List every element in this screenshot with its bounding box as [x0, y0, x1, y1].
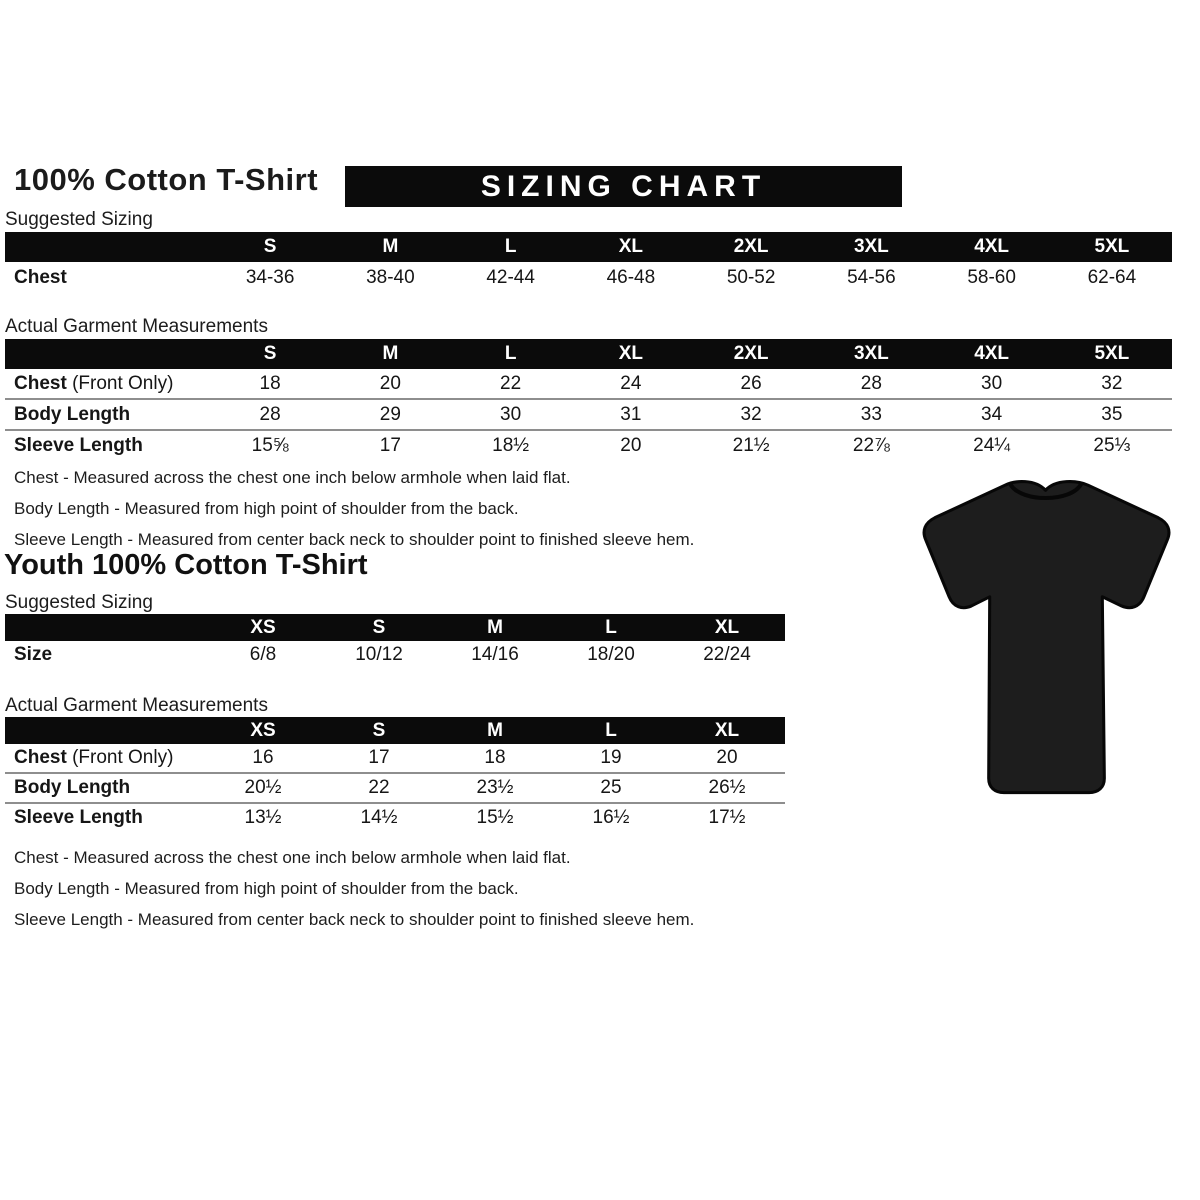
cell-value: 19 — [600, 747, 622, 768]
cell-value: 34-36 — [245, 266, 295, 288]
size-column-header: XS — [205, 717, 321, 744]
row-label: Chest (Front Only) — [14, 747, 174, 768]
adult-suggested-sizing-label: Suggested Sizing — [5, 209, 153, 230]
cell-value: 24¼ — [932, 429, 1052, 460]
cell-value: 28 — [860, 372, 882, 394]
cell-value: 20 — [716, 747, 738, 768]
cell-value: 28 — [210, 398, 330, 429]
cell-value: 6/8 — [249, 644, 277, 665]
cell-value: 35 — [1052, 398, 1172, 429]
adult-actual-measurements-table — [5, 339, 1172, 460]
cell-value: 29 — [330, 398, 450, 429]
cell-value: 20 — [571, 429, 691, 460]
row-label: Chest (Front Only) — [14, 372, 174, 394]
size-column-header: 2XL — [691, 232, 811, 262]
size-column-header: 4XL — [932, 339, 1052, 369]
adult-measurement-notes — [14, 462, 694, 555]
youth-actual-measurements-label: Actual Garment Measurements — [5, 695, 268, 716]
black-tshirt-graphic — [893, 470, 1198, 820]
cell-value: 17½ — [669, 802, 785, 832]
cell-value: 23½ — [437, 772, 553, 802]
cell-value: 22/24 — [703, 644, 751, 665]
cell-value: 30 — [981, 372, 1003, 394]
table-header-corner — [5, 614, 205, 641]
cell-value: 18/20 — [587, 644, 635, 665]
youth-section-title: Youth 100% Cotton T-Shirt — [4, 549, 368, 581]
cell-value: 54-56 — [847, 266, 896, 288]
cell-value: 42-44 — [486, 266, 535, 288]
cell-value: 14½ — [321, 802, 437, 832]
size-column-header: M — [437, 614, 553, 641]
youth-suggested-sizing-label: Suggested Sizing — [5, 592, 153, 613]
table-header-corner — [5, 232, 210, 262]
table-header-corner — [5, 339, 210, 369]
cell-value: 22⅞ — [811, 429, 931, 460]
cell-value: 18½ — [451, 429, 571, 460]
size-column-header: S — [321, 717, 437, 744]
cell-value: 32 — [1101, 372, 1123, 394]
measurement-note-chest: Chest - Measured across the chest one inch below armhole when laid flat. — [14, 468, 571, 487]
sizing-chart-banner: SIZING CHART — [345, 166, 902, 207]
cell-value: 20 — [379, 372, 401, 394]
measurement-note-body-length: Body Length - Measured from high point of shoulder from the back. — [14, 499, 519, 518]
row-label: Body Length — [5, 772, 205, 802]
cell-value: 30 — [451, 398, 571, 429]
size-column-header: M — [437, 717, 553, 744]
size-column-header: L — [553, 717, 669, 744]
cell-value: 38-40 — [366, 266, 415, 288]
size-column-header: 3XL — [811, 339, 931, 369]
cell-value: 21½ — [691, 429, 811, 460]
cell-value: 22 — [321, 772, 437, 802]
cell-value: 15⅝ — [210, 429, 330, 460]
adult-suggested-sizing-table — [5, 232, 1172, 293]
size-column-header: M — [330, 339, 450, 369]
measurement-note-chest: Chest - Measured across the chest one inch below armhole when laid flat. — [14, 848, 571, 867]
size-column-header: 2XL — [691, 339, 811, 369]
cell-value: 14/16 — [471, 644, 519, 665]
size-column-header: 5XL — [1052, 232, 1172, 262]
row-label: Sleeve Length — [5, 802, 205, 832]
cell-value: 62-64 — [1087, 266, 1137, 288]
cell-value: 58-60 — [967, 266, 1016, 288]
cell-value: 26½ — [669, 772, 785, 802]
row-label: Size — [14, 644, 53, 665]
cell-value: 34 — [932, 398, 1052, 429]
cell-value: 32 — [691, 398, 811, 429]
size-column-header: XS — [205, 614, 321, 641]
cell-value: 18 — [259, 372, 281, 394]
cell-value: 50-52 — [726, 266, 776, 288]
size-column-header: 4XL — [932, 232, 1052, 262]
cell-value: 33 — [811, 398, 931, 429]
cell-value: 10/12 — [355, 644, 403, 665]
size-column-header: S — [210, 232, 330, 262]
cell-value: 25⅓ — [1052, 429, 1172, 460]
cell-value: 17 — [330, 429, 450, 460]
table-header-corner — [5, 717, 205, 744]
cell-value: 20½ — [205, 772, 321, 802]
youth-actual-measurements-table — [5, 717, 785, 832]
adult-actual-measurements-label: Actual Garment Measurements — [5, 316, 268, 337]
size-column-header: 3XL — [811, 232, 931, 262]
measurement-note-body-length: Body Length - Measured from high point of shoulder from the back. — [14, 879, 519, 898]
measurement-note-sleeve-length: Sleeve Length - Measured from center back neck to shoulder point to finished sleeve hem. — [14, 910, 695, 929]
adult-section-title: 100% Cotton T-Shirt — [14, 162, 319, 197]
size-column-header: L — [553, 614, 669, 641]
cell-value: 26 — [740, 372, 762, 394]
tshirt-image — [893, 470, 1198, 820]
measurement-note-sleeve-length: Sleeve Length - Measured from center back neck to shoulder point to finished sleeve hem. — [14, 530, 695, 549]
size-column-header: M — [330, 232, 450, 262]
size-column-header: XL — [571, 339, 691, 369]
cell-value: 22 — [500, 372, 522, 394]
youth-suggested-sizing-table — [5, 614, 785, 669]
cell-value: 18 — [484, 747, 506, 768]
size-column-header: XL — [571, 232, 691, 262]
cell-value: 16½ — [553, 802, 669, 832]
cell-value: 13½ — [205, 802, 321, 832]
row-label: Sleeve Length — [5, 429, 210, 460]
row-label: Chest — [14, 266, 67, 288]
youth-measurement-notes — [14, 842, 694, 935]
size-column-header: 5XL — [1052, 339, 1172, 369]
size-column-header: XL — [669, 614, 785, 641]
cell-value: 17 — [368, 747, 390, 768]
size-column-header: S — [210, 339, 330, 369]
cell-value: 46-48 — [606, 266, 656, 288]
cell-value: 15½ — [437, 802, 553, 832]
cell-value: 16 — [252, 747, 274, 768]
size-column-header: L — [451, 232, 571, 262]
cell-value: 31 — [571, 398, 691, 429]
cell-value: 25 — [553, 772, 669, 802]
size-column-header: S — [321, 614, 437, 641]
row-label: Body Length — [5, 398, 210, 429]
size-column-header: XL — [669, 717, 785, 744]
size-column-header: L — [451, 339, 571, 369]
cell-value: 24 — [620, 372, 642, 394]
